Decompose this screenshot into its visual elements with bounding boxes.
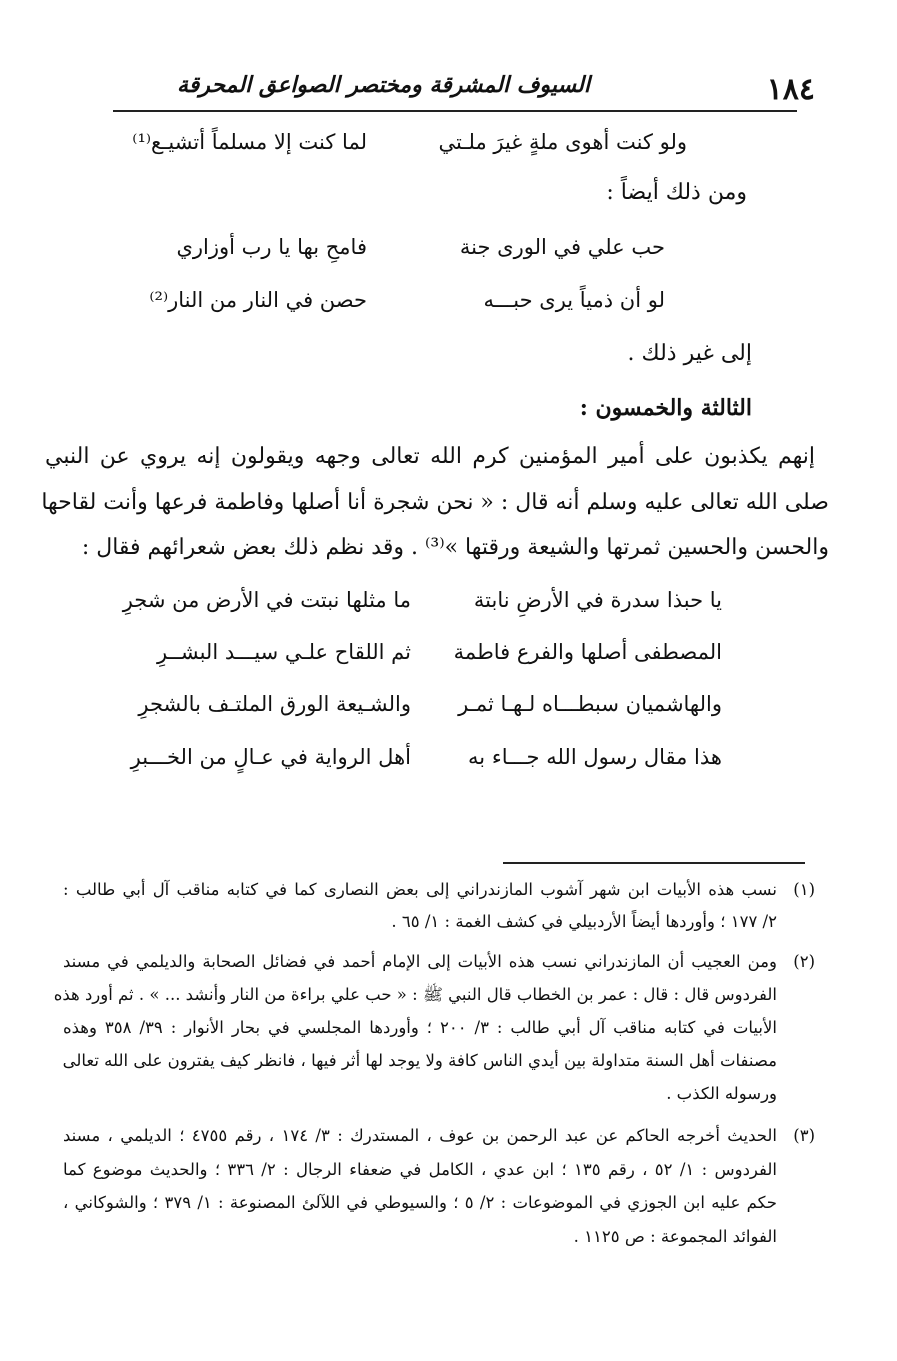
- footnote-2-line-5: ورسوله الكذب .: [666, 1084, 777, 1103]
- verse2-line2-left: حصن في النار من النار⁽²⁾: [149, 288, 367, 312]
- footnote-1-line-1: نسب هذه الأبيات ابن شهر آشوب المازندراني إلى بعض النصارى كما في كتابه مناقب آل أبي طالب :: [63, 880, 777, 899]
- intro-line: ومن ذلك أيضاً :: [606, 180, 747, 205]
- footnote-rule: [503, 862, 805, 864]
- footnote-3-number: (٣): [793, 1126, 815, 1145]
- verse1-right: ولو كنت أهوى ملةٍ غيرَ ملـتي: [438, 130, 687, 154]
- page-number: ١٨٤: [766, 72, 815, 107]
- footnote-1-number: (١): [793, 880, 815, 899]
- footnote-2-line-1: ومن العجيب أن المازندراني نسب هذه الأبيات إلى الإمام أحمد في فضائل الصحابة والديلمي في مسند: [63, 952, 777, 971]
- verse3-line1-right: يا حبذا سدرة في الأرضِ نابتة: [473, 588, 722, 612]
- verse3-line3-left: والشـيعة الورق الملتـف بالشجرِ: [138, 692, 411, 716]
- section-heading: الثالثة والخمسون :: [579, 395, 752, 421]
- header-rule: [113, 110, 797, 112]
- footnote-1-line-2: ٢/ ١٧٧ ؛ وأوردها أيضاً الأردبيلي في كشف الغمة : ١/ ٦٥ .: [391, 912, 777, 931]
- footnote-2-line-2: الفردوس قال : قال : عمر بن الخطاب قال النبي ﷺ : « حب علي براءة من النار وأنشد ... » . ثم أورد هذه: [53, 985, 777, 1004]
- paragraph-line-1: إنهم يكذبون على أمير المؤمنين كرم الله تعالى وجهه ويقولون إنه يروي عن النبي: [45, 444, 815, 469]
- footnote-3-line-1: الحديث أخرجه الحاكم عن عبد الرحمن بن عوف ، المستدرك : ٣/ ١٧٤ ، رقم ٤٧٥٥ ؛ الديلمي ، مسند: [63, 1126, 777, 1145]
- verse3-line3-right: والهاشميان سبطـــاه لـهـا ثمـر: [458, 692, 722, 716]
- verse3-line2-right: المصطفى أصلها والفرع فاطمة: [453, 640, 722, 664]
- paragraph-line-3: والحسن والحسين ثمرتها والشيعة ورقتها »⁽³⁾ . وقد نظم ذلك بعض شعرائهم فقال :: [81, 535, 829, 560]
- verse3-line4-left: أهل الرواية في عـالٍ من الخـــبرِ: [130, 745, 411, 769]
- footnote-3-line-4: الفوائد المجموعة : ص ١١٢٥ .: [573, 1227, 777, 1246]
- footnote-2-line-4: مصنفات أهل السنة متداولة بين أيدي الناس كافة ولا يوجد لها أثر فيها ، فانظر كيف يفترون على الله تعالى: [62, 1051, 777, 1070]
- running-title: السيوف المشرقة ومختصر الصواعق المحرقة: [177, 72, 590, 98]
- verse2-line1-left: فامحِ بها يا رب أوزاري: [176, 235, 367, 259]
- verse1-left: لما كنت إلا مسلماً أتشيـع⁽¹⁾: [132, 130, 367, 154]
- verse3-line1-left: ما مثلها نبتت في الأرض من شجرِ: [122, 588, 411, 612]
- closing-line: إلى غير ذلك .: [627, 341, 752, 366]
- verse3-line2-left: ثم اللقاح علـي سيـــد البشــرِ: [156, 640, 411, 664]
- verse2-line1-right: حب علي في الورى جنة: [459, 235, 665, 259]
- footnote-2-number: (٢): [793, 952, 815, 971]
- footnote-3-line-2: الفردوس : ١/ ٥٢ ، رقم ١٣٥ ؛ ابن عدي ، الكامل في ضعفاء الرجال : ٢/ ٣٣٦ ؛ والحديث موضوع كما: [63, 1160, 777, 1179]
- paragraph-line-2: صلى الله تعالى عليه وسلم أنه قال : « نحن شجرة أنا أصلها وفاطمة فرعها وأنت لقاحها: [41, 490, 829, 515]
- footnote-3-line-3: حكم عليه ابن الجوزي في الموضوعات : ٢/ ٥ ؛ والسيوطي في اللآلئ المصنوعة : ١/ ٣٧٩ ؛ والشوكاني ،: [63, 1193, 777, 1212]
- verse3-line4-right: هذا مقال رسول الله جـــاء به: [468, 745, 722, 769]
- verse2-line2-right: لو أن ذمياً يرى حبـــه: [483, 288, 665, 312]
- footnote-2-line-3: الأبيات في كتابه مناقب آل أبي طالب : ٣/ ٢٠٠ ؛ وأوردها المجلسي في بحار الأنوار : ٣٩/ ٣٥٨ وهذه: [63, 1018, 777, 1037]
